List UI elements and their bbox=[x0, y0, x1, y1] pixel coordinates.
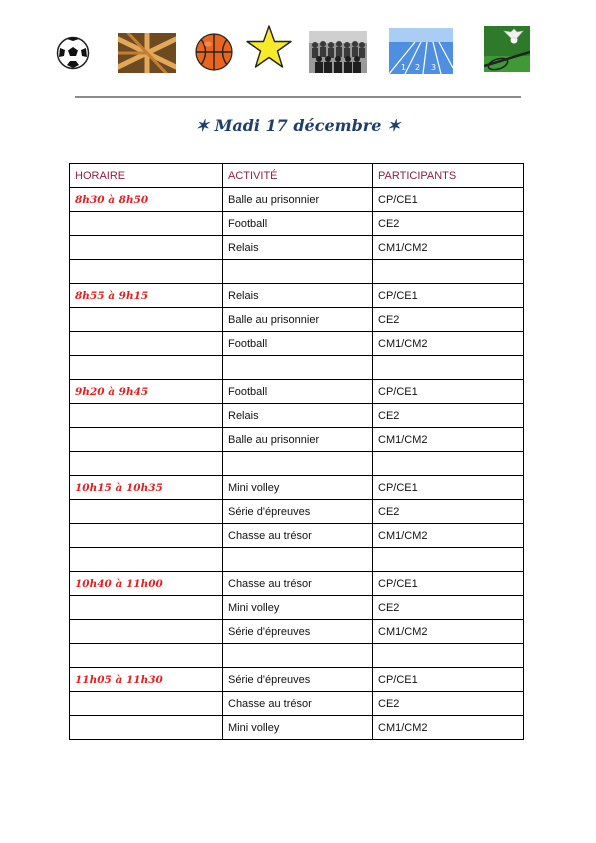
svg-text:2: 2 bbox=[415, 63, 421, 72]
activity-cell: Série d'épreuves bbox=[223, 500, 373, 524]
table-row bbox=[70, 452, 524, 476]
time-cell bbox=[70, 596, 223, 620]
participants-cell: CP/CE1 bbox=[373, 188, 524, 212]
participants-cell: CE2 bbox=[373, 212, 524, 236]
time-cell bbox=[70, 236, 223, 260]
activity-cell: Mini volley bbox=[223, 716, 373, 740]
participants-cell: CM1/CM2 bbox=[373, 428, 524, 452]
table-row bbox=[70, 548, 524, 572]
time-cell bbox=[70, 332, 223, 356]
time-cell bbox=[70, 548, 223, 572]
time-cell bbox=[70, 356, 223, 380]
column-header: ACTIVITÉ bbox=[223, 164, 373, 188]
participants-cell: CE2 bbox=[373, 692, 524, 716]
participants-cell: CM1/CM2 bbox=[373, 236, 524, 260]
participants-cell: CP/CE1 bbox=[373, 284, 524, 308]
time-cell bbox=[70, 452, 223, 476]
star-icon bbox=[245, 24, 293, 70]
participants-cell: CM1/CM2 bbox=[373, 524, 524, 548]
table-row bbox=[70, 236, 524, 260]
table-row bbox=[70, 716, 524, 740]
table-row bbox=[70, 308, 524, 332]
table-row bbox=[70, 692, 524, 716]
participants-cell: CE2 bbox=[373, 404, 524, 428]
page-title: ✶ Madi 17 décembre ✶ bbox=[195, 116, 401, 135]
table-row bbox=[70, 188, 524, 212]
table-row bbox=[70, 428, 524, 452]
header-icons bbox=[0, 24, 596, 78]
participants-cell: CM1/CM2 bbox=[373, 716, 524, 740]
activity-cell: Football bbox=[223, 332, 373, 356]
basketball-icon bbox=[194, 32, 234, 72]
time-cell bbox=[70, 692, 223, 716]
soccer-ball-icon bbox=[56, 36, 90, 70]
activity-cell: Chasse au trésor bbox=[223, 524, 373, 548]
activity-cell: Balle au prisonnier bbox=[223, 188, 373, 212]
table-row bbox=[70, 404, 524, 428]
time-cell bbox=[70, 524, 223, 548]
activity-cell bbox=[223, 644, 373, 668]
activity-cell: Série d'épreuves bbox=[223, 668, 373, 692]
activity-cell: Balle au prisonnier bbox=[223, 428, 373, 452]
time-cell bbox=[70, 620, 223, 644]
activity-cell: Mini volley bbox=[223, 596, 373, 620]
table-row bbox=[70, 332, 524, 356]
activity-cell: Football bbox=[223, 212, 373, 236]
time-cell: 10h40 à 11h00 bbox=[70, 572, 223, 596]
time-cell: 9h20 à 9h45 bbox=[70, 380, 223, 404]
table-row bbox=[70, 380, 524, 404]
svg-text:3: 3 bbox=[431, 63, 437, 72]
time-cell bbox=[70, 212, 223, 236]
time-cell bbox=[70, 404, 223, 428]
badminton-icon bbox=[484, 26, 530, 72]
table-row bbox=[70, 500, 524, 524]
table-row bbox=[70, 284, 524, 308]
activity-cell: Relais bbox=[223, 404, 373, 428]
time-cell: 11h05 à 11h30 bbox=[70, 668, 223, 692]
horizontal-rule bbox=[75, 96, 521, 98]
time-cell: 8h55 à 9h15 bbox=[70, 284, 223, 308]
activity-cell: Football bbox=[223, 380, 373, 404]
table-header-row bbox=[70, 164, 524, 188]
activity-cell: Mini volley bbox=[223, 476, 373, 500]
table-row bbox=[70, 260, 524, 284]
table-row bbox=[70, 212, 524, 236]
table-row bbox=[70, 620, 524, 644]
schedule-table-body bbox=[70, 164, 524, 740]
participants-cell: CE2 bbox=[373, 500, 524, 524]
participants-cell: CP/CE1 bbox=[373, 476, 524, 500]
participants-cell: CM1/CM2 bbox=[373, 620, 524, 644]
participants-cell bbox=[373, 548, 524, 572]
participants-cell bbox=[373, 452, 524, 476]
time-cell bbox=[70, 428, 223, 452]
participants-cell: CE2 bbox=[373, 596, 524, 620]
time-cell bbox=[70, 500, 223, 524]
time-cell bbox=[70, 716, 223, 740]
table-row bbox=[70, 476, 524, 500]
activity-cell: Relais bbox=[223, 284, 373, 308]
activity-cell bbox=[223, 548, 373, 572]
time-cell bbox=[70, 644, 223, 668]
activity-cell: Balle au prisonnier bbox=[223, 308, 373, 332]
table-row bbox=[70, 668, 524, 692]
activity-cell: Chasse au trésor bbox=[223, 692, 373, 716]
column-header: HORAIRE bbox=[70, 164, 223, 188]
group-photo bbox=[309, 31, 367, 73]
participants-cell bbox=[373, 260, 524, 284]
team-hands-photo bbox=[118, 33, 176, 73]
table-row bbox=[70, 356, 524, 380]
activity-cell: Chasse au trésor bbox=[223, 572, 373, 596]
running-track-photo bbox=[389, 28, 453, 74]
time-cell bbox=[70, 308, 223, 332]
participants-cell: CP/CE1 bbox=[373, 668, 524, 692]
table-row bbox=[70, 572, 524, 596]
participants-cell: CP/CE1 bbox=[373, 380, 524, 404]
column-header: PARTICIPANTS bbox=[373, 164, 524, 188]
participants-cell: CE2 bbox=[373, 308, 524, 332]
table-row bbox=[70, 596, 524, 620]
time-cell: 8h30 à 8h50 bbox=[70, 188, 223, 212]
activity-cell bbox=[223, 260, 373, 284]
activity-cell bbox=[223, 356, 373, 380]
svg-text:1: 1 bbox=[401, 63, 407, 72]
activity-cell: Relais bbox=[223, 236, 373, 260]
table-row bbox=[70, 524, 524, 548]
time-cell bbox=[70, 260, 223, 284]
time-cell: 10h15 à 10h35 bbox=[70, 476, 223, 500]
activity-cell: Série d'épreuves bbox=[223, 620, 373, 644]
participants-cell: CM1/CM2 bbox=[373, 332, 524, 356]
participants-cell: CP/CE1 bbox=[373, 572, 524, 596]
schedule-table bbox=[69, 163, 524, 740]
participants-cell bbox=[373, 644, 524, 668]
table-row bbox=[70, 644, 524, 668]
participants-cell bbox=[373, 356, 524, 380]
activity-cell bbox=[223, 452, 373, 476]
